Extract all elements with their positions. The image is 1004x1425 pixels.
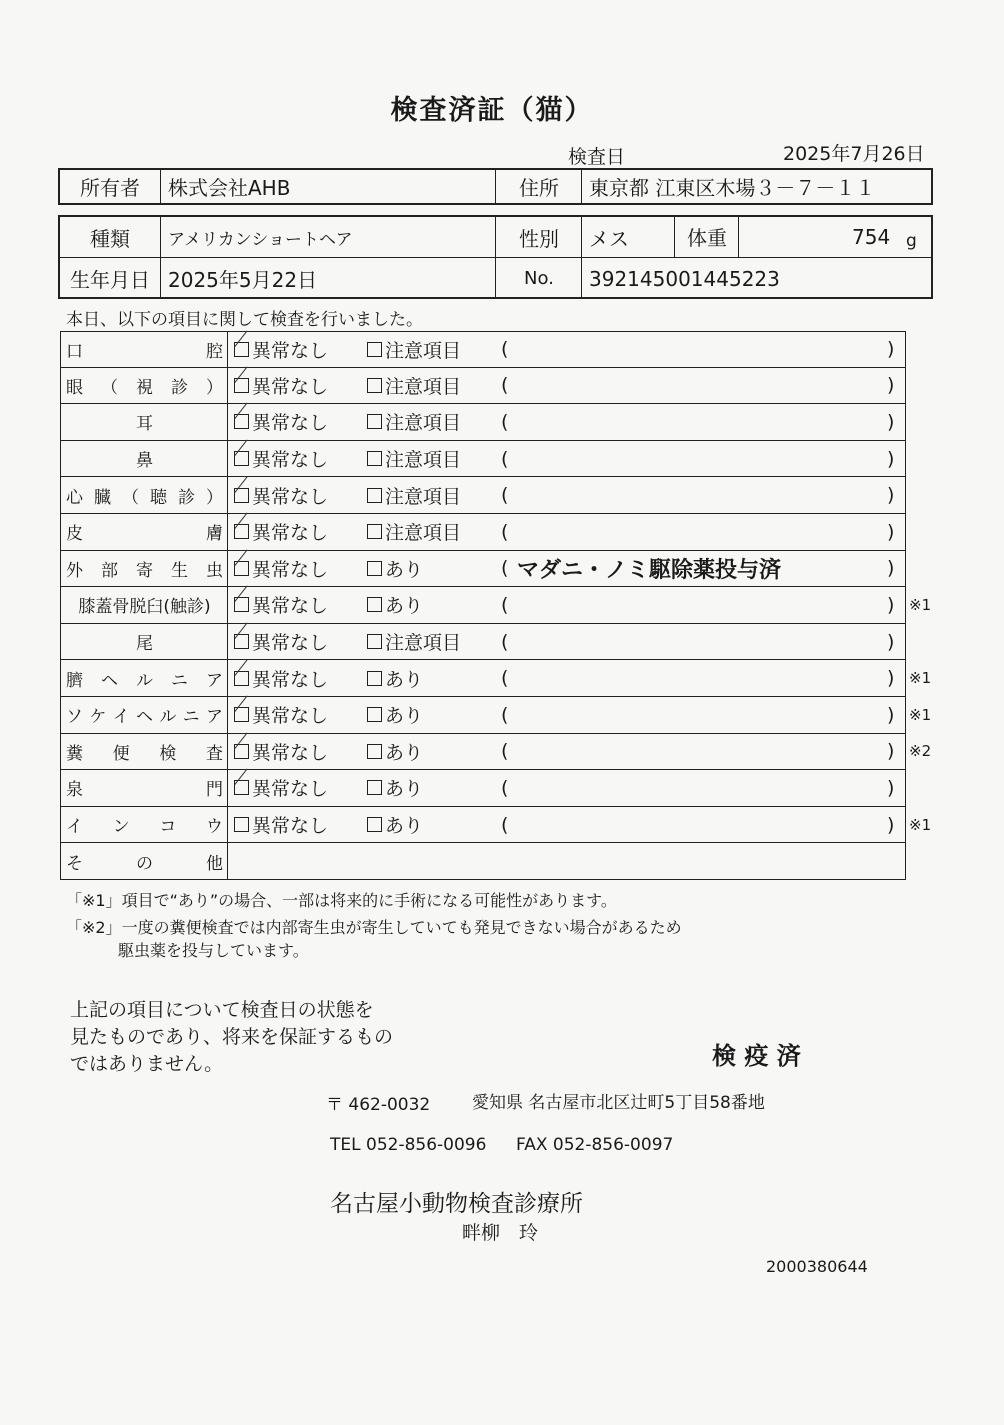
weight-value: 754 <box>852 225 891 249</box>
normal-option[interactable] <box>234 770 328 806</box>
owner-value: 株式会社AHB <box>168 176 291 200</box>
divider <box>495 215 496 299</box>
footnote-marker: ※1 <box>909 815 932 834</box>
note-paren-close: ) <box>887 667 895 690</box>
clinic-address: 愛知県 名古屋市北区辻町5丁目58番地 <box>472 1093 765 1113</box>
exam-row-label-char: 虫 <box>206 560 223 581</box>
footnote-marker: ※1 <box>909 669 932 688</box>
divider <box>581 215 582 299</box>
attention-option[interactable] <box>367 660 423 696</box>
exam-row-label-char: 他 <box>206 853 223 874</box>
exam-table <box>60 331 932 880</box>
normal-option[interactable] <box>234 624 328 660</box>
attention-option-label: あり <box>385 705 424 728</box>
exam-row-label-char: 腔 <box>206 341 223 362</box>
attention-option[interactable] <box>367 624 461 660</box>
exam-note <box>507 368 517 404</box>
exam-row-label-char: 診 <box>171 377 188 398</box>
breed-label: 種類 <box>90 226 130 251</box>
exam-row-label-char: 視 <box>136 377 153 398</box>
exam-row-label-char: 尾 <box>136 634 153 655</box>
exam-row-label-char: 膝蓋骨脱臼(触診) <box>78 597 211 618</box>
exam-row <box>60 660 932 697</box>
exam-note <box>507 587 517 623</box>
exam-row-label-char: ） <box>206 487 223 508</box>
note-paren-open: ( <box>501 410 509 433</box>
normal-checkbox[interactable] <box>234 744 249 759</box>
note-paren-close: ) <box>887 557 895 580</box>
attention-option[interactable] <box>367 368 461 404</box>
exam-row-label-char: 寄 <box>136 560 153 581</box>
normal-checkbox[interactable] <box>234 488 249 503</box>
exam-row <box>60 624 906 661</box>
exam-note <box>507 807 517 843</box>
exam-row-label-char: ニ <box>171 670 188 691</box>
note-paren-open: ( <box>501 740 509 763</box>
attention-checkbox[interactable] <box>367 707 382 722</box>
exam-row-label-char: 眼 <box>66 377 83 398</box>
birth-label: 生年月日 <box>70 268 150 292</box>
breed-value: アメリカンショートヘア <box>168 229 353 250</box>
exam-row-label-char: ル <box>136 670 153 691</box>
exam-row-label <box>61 697 228 733</box>
note-paren-open: ( <box>501 447 509 470</box>
attention-option-label: あり <box>385 558 424 581</box>
normal-checkbox[interactable] <box>234 342 249 357</box>
exam-row <box>60 770 906 807</box>
exam-date-value: 2025年7月26日 <box>783 143 925 165</box>
normal-option-label: 異常なし <box>252 412 329 435</box>
note-paren-close: ) <box>887 484 895 507</box>
number-label: No. <box>524 268 554 289</box>
normal-option-label: 異常なし <box>252 741 329 764</box>
address-label: 住所 <box>519 176 559 200</box>
divider <box>160 168 161 205</box>
note-paren-close: ) <box>887 338 895 361</box>
attention-option-label: 注意項目 <box>385 375 462 398</box>
normal-option[interactable] <box>234 551 328 587</box>
exam-row-label-char: 便 <box>112 743 130 764</box>
attention-option-label: あり <box>385 741 424 764</box>
normal-option[interactable] <box>234 332 328 367</box>
exam-row-label-char: 心 <box>66 487 83 508</box>
exam-note <box>507 404 517 440</box>
normal-option[interactable] <box>234 404 328 440</box>
footnote-marker: ※1 <box>909 705 932 724</box>
exam-row-label <box>61 332 228 367</box>
disclaimer-line-2: 見たものであり、将来を保証するもの <box>70 1026 394 1048</box>
exam-row <box>60 697 932 734</box>
exam-note <box>507 624 517 660</box>
attention-option-label: あり <box>385 668 424 691</box>
exam-row-label <box>61 843 228 879</box>
normal-option-label: 異常なし <box>252 595 329 618</box>
divider <box>674 215 675 257</box>
attention-checkbox[interactable] <box>367 342 382 357</box>
exam-row-label-char: ソ <box>66 707 83 728</box>
exam-row-label-char: ヘ <box>135 707 153 728</box>
note-paren-open: ( <box>501 667 509 690</box>
note-paren-close: ) <box>887 813 895 836</box>
exam-row-label-char: 検 <box>159 743 177 764</box>
exam-row <box>60 734 932 771</box>
exam-note: マダニ・ノミ駆除薬投与済 <box>517 557 782 583</box>
exam-row <box>60 368 906 405</box>
divider <box>738 215 739 257</box>
exam-row-label-char: 皮 <box>66 524 83 545</box>
exam-row-label-char: 口 <box>66 341 83 362</box>
attention-option-label: 注意項目 <box>385 522 462 545</box>
exam-row-label-char: 門 <box>206 780 223 801</box>
normal-checkbox[interactable] <box>234 524 249 539</box>
attention-checkbox[interactable] <box>367 414 382 429</box>
normal-checkbox[interactable] <box>234 817 249 832</box>
doctor-name: 畔柳 玲 <box>462 1222 539 1244</box>
attention-option-label: 注意項目 <box>385 449 462 472</box>
exam-row-label-char: 聴 <box>150 487 167 508</box>
divider <box>581 168 582 205</box>
exam-row <box>60 514 906 551</box>
attention-option-label: あり <box>385 778 424 801</box>
footnote-1: 「※1」項目で“あり”の場合、一部は将来的に手術になる可能性があります。 <box>66 891 617 910</box>
exam-row-label-char: イ <box>66 817 83 838</box>
note-paren-close: ) <box>887 630 895 653</box>
exam-row-label-char: 耳 <box>136 414 153 435</box>
normal-option-label: 異常なし <box>252 522 329 545</box>
exam-row-label-char: ア <box>205 707 223 728</box>
note-paren-close: ) <box>887 776 895 799</box>
attention-option-label: 注意項目 <box>385 339 462 362</box>
footnote-marker: ※2 <box>909 742 932 761</box>
normal-option[interactable] <box>234 514 328 550</box>
exam-row-label-char: 部 <box>101 560 118 581</box>
exam-row-label-char: ン <box>112 817 130 838</box>
divider <box>160 215 161 299</box>
normal-option-label: 異常なし <box>252 375 329 398</box>
normal-option[interactable] <box>234 734 328 770</box>
disclaimer-line-1: 上記の項目について検査日の状態を <box>70 999 374 1021</box>
exam-row-label <box>61 587 228 623</box>
note-paren-open: ( <box>501 557 509 580</box>
note-paren-close: ) <box>887 703 895 726</box>
attention-option[interactable] <box>367 734 423 770</box>
attention-option[interactable] <box>367 477 461 513</box>
normal-option-label: 異常なし <box>252 778 329 801</box>
exam-row-label-char: 膚 <box>206 524 223 545</box>
note-paren-open: ( <box>501 593 509 616</box>
weight-unit: g <box>906 231 917 251</box>
exam-row <box>60 807 932 844</box>
weight-label: 体重 <box>687 225 727 250</box>
normal-option-label: 異常なし <box>252 485 329 508</box>
exam-row-label-char: 臓 <box>94 487 111 508</box>
exam-row <box>60 587 932 624</box>
exam-row-label-char: イ <box>112 707 130 728</box>
attention-option[interactable] <box>367 587 423 623</box>
exam-row-label <box>61 514 228 550</box>
note-paren-close: ) <box>887 447 895 470</box>
exam-row-label-char: ヘ <box>101 670 118 691</box>
normal-option[interactable] <box>234 697 328 733</box>
owner-label: 所有者 <box>80 176 140 200</box>
divider <box>495 168 496 205</box>
attention-checkbox[interactable] <box>367 561 382 576</box>
exam-row-label-char: ア <box>206 670 223 691</box>
normal-checkbox[interactable] <box>234 671 249 686</box>
normal-option-label: 異常なし <box>252 705 329 728</box>
sex-value: メス <box>589 226 629 251</box>
note-paren-open: ( <box>501 374 509 397</box>
note-paren-close: ) <box>887 410 895 433</box>
attention-checkbox[interactable] <box>367 634 382 649</box>
exam-row <box>60 441 906 478</box>
normal-option-label: 異常なし <box>252 558 329 581</box>
normal-checkbox[interactable] <box>234 378 249 393</box>
attention-option[interactable] <box>367 332 461 367</box>
clinic-name: 名古屋小動物検査診療所 <box>330 1191 583 1217</box>
exam-row-label <box>61 368 228 404</box>
footnote-2: 「※2」一度の糞便検査では内部寄生虫が寄生していても発見できない場合があるため <box>66 918 682 937</box>
exam-note <box>507 441 517 477</box>
exam-row <box>60 843 906 880</box>
note-paren-close: ) <box>887 374 895 397</box>
normal-option-label: 異常なし <box>252 815 329 838</box>
exam-note <box>507 770 517 806</box>
note-paren-open: ( <box>501 630 509 653</box>
intro-text: 本日、以下の項目に関して検査を行いました。 <box>66 310 423 330</box>
clinic-tel: TEL 052-856-0096 <box>330 1135 487 1155</box>
attention-option[interactable] <box>367 441 461 477</box>
attention-option[interactable] <box>367 514 461 550</box>
exam-note <box>507 697 517 733</box>
note-paren-close: ) <box>887 520 895 543</box>
normal-option-label: 異常なし <box>252 449 329 472</box>
exam-row-label-char: ケ <box>89 707 107 728</box>
exam-row-label <box>61 404 228 440</box>
footnote-marker: ※1 <box>909 595 932 614</box>
sex-label: 性別 <box>519 226 559 251</box>
exam-row-label-char: ウ <box>205 817 223 838</box>
normal-option[interactable] <box>234 660 328 696</box>
note-paren-open: ( <box>501 776 509 799</box>
exam-row-label-char: （ <box>122 487 139 508</box>
clinic-fax: FAX 052-856-0097 <box>516 1135 674 1155</box>
number-value: 392145001445223 <box>589 266 780 291</box>
attention-option-label: 注意項目 <box>385 485 462 508</box>
attention-checkbox[interactable] <box>367 817 382 832</box>
attention-option-label: 注意項目 <box>385 412 462 435</box>
quarantine-stamp: 検 疫 済 <box>712 1042 801 1070</box>
normal-checkbox[interactable] <box>234 634 249 649</box>
normal-option[interactable] <box>234 368 328 404</box>
exam-note <box>507 514 517 550</box>
birth-value: 2025年5月22日 <box>168 268 318 292</box>
normal-option[interactable] <box>234 807 328 843</box>
exam-row-label-char: そ <box>66 853 83 874</box>
exam-row-label-char: 臍 <box>66 670 83 691</box>
exam-row-label <box>61 734 228 770</box>
attention-checkbox[interactable] <box>367 378 382 393</box>
exam-row-label <box>61 660 228 696</box>
exam-row-label-char: コ <box>159 817 177 838</box>
attention-option-label: 注意項目 <box>385 632 462 655</box>
attention-option[interactable] <box>367 404 461 440</box>
note-paren-open: ( <box>501 484 509 507</box>
normal-checkbox[interactable] <box>234 597 249 612</box>
disclaimer-line-3: ではありません。 <box>70 1053 224 1075</box>
normal-checkbox[interactable] <box>234 451 249 466</box>
note-paren-open: ( <box>501 520 509 543</box>
exam-row-label-char: 査 <box>205 743 223 764</box>
attention-option-label: あり <box>385 815 424 838</box>
attention-checkbox[interactable] <box>367 488 382 503</box>
footnote-2-cont: 駆虫薬を投与しています。 <box>118 941 309 960</box>
attention-option[interactable] <box>367 551 423 587</box>
attention-option-label: あり <box>385 595 424 618</box>
note-paren-close: ) <box>887 740 895 763</box>
exam-row-label-char: 診 <box>178 487 195 508</box>
normal-checkbox[interactable] <box>234 561 249 576</box>
exam-note <box>507 734 517 770</box>
exam-row <box>60 551 906 588</box>
exam-row-label-char: ） <box>206 377 223 398</box>
exam-row <box>60 331 906 368</box>
exam-row-label <box>61 477 228 513</box>
attention-checkbox[interactable] <box>367 671 382 686</box>
attention-option[interactable] <box>367 770 423 806</box>
normal-option[interactable] <box>234 477 328 513</box>
attention-checkbox[interactable] <box>367 524 382 539</box>
attention-checkbox[interactable] <box>367 780 382 795</box>
exam-row-label <box>61 807 228 843</box>
exam-row-label-char: （ <box>101 377 118 398</box>
exam-row-label-char: の <box>136 853 153 874</box>
normal-checkbox[interactable] <box>234 707 249 722</box>
note-paren-open: ( <box>501 813 509 836</box>
serial-number: 2000380644 <box>766 1257 868 1276</box>
exam-row-label <box>61 441 228 477</box>
note-paren-close: ) <box>887 593 895 616</box>
exam-note <box>507 332 517 367</box>
exam-note <box>507 660 517 696</box>
attention-checkbox[interactable] <box>367 597 382 612</box>
normal-option-label: 異常なし <box>252 339 329 362</box>
exam-note <box>507 477 517 513</box>
exam-row-label <box>61 551 228 587</box>
normal-option[interactable] <box>234 441 328 477</box>
postal-code: 〒 462-0032 <box>326 1095 431 1115</box>
exam-row-label <box>61 770 228 806</box>
attention-option[interactable] <box>367 697 423 733</box>
normal-checkbox[interactable] <box>234 414 249 429</box>
exam-row-label-char: 外 <box>66 560 83 581</box>
exam-row-label-char: 鼻 <box>136 451 153 472</box>
attention-checkbox[interactable] <box>367 744 382 759</box>
note-paren-open: ( <box>501 703 509 726</box>
exam-row-label-char: ル <box>159 707 177 728</box>
exam-row-label-char: 泉 <box>66 780 83 801</box>
exam-row-label-char: 生 <box>171 560 188 581</box>
address-value: 東京都 江東区木場３－７－１１ <box>589 176 876 200</box>
attention-option[interactable] <box>367 807 423 843</box>
normal-checkbox[interactable] <box>234 780 249 795</box>
note-paren-open: ( <box>501 338 509 361</box>
normal-option-label: 異常なし <box>252 632 329 655</box>
exam-row-label-char: 糞 <box>66 743 83 764</box>
exam-row-label-char: ニ <box>182 707 200 728</box>
exam-date-label: 検査日 <box>568 146 626 168</box>
document-title: 検査済証（猫） <box>390 95 594 126</box>
exam-row <box>60 404 906 441</box>
exam-row-label <box>61 624 228 660</box>
normal-option[interactable] <box>234 587 328 623</box>
exam-row <box>60 477 906 514</box>
normal-option-label: 異常なし <box>252 668 329 691</box>
attention-checkbox[interactable] <box>367 451 382 466</box>
